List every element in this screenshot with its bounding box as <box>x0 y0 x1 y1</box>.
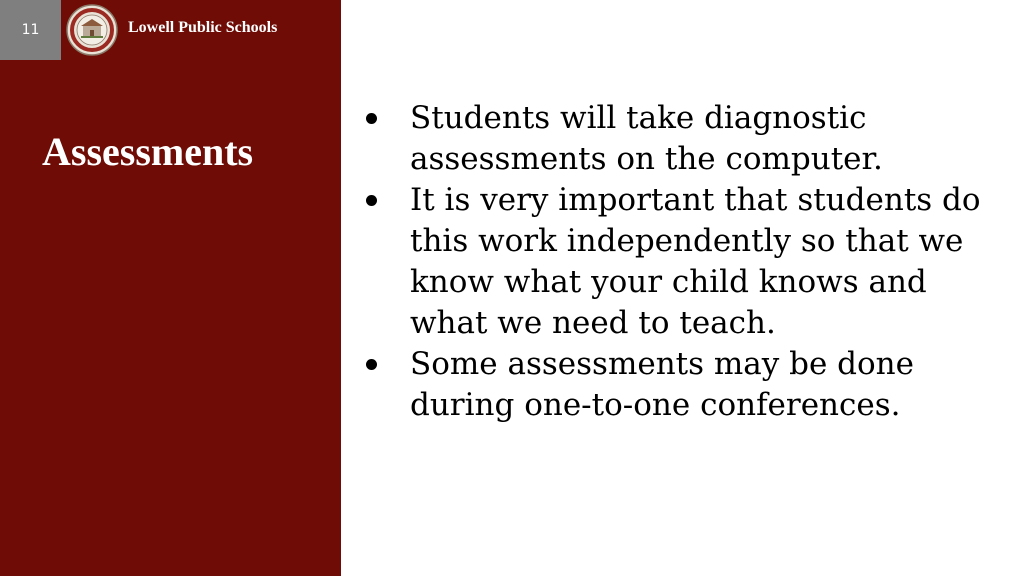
bullet-item <box>362 98 982 180</box>
bullet-text: Some assessments may be done during one-to-one conferences. <box>410 346 914 423</box>
bullet-text: It is very important that students do this work independently so that we know what your child knows and what we need to teach. <box>410 182 981 341</box>
bullet-list <box>362 98 982 426</box>
left-panel <box>0 0 341 576</box>
school-name: Lowell Public Schools <box>128 19 278 36</box>
slide-number-box <box>0 0 61 60</box>
bullet-dot-icon <box>366 113 377 124</box>
bullet-dot-icon <box>366 359 377 370</box>
slide-title: Assessments <box>42 129 254 174</box>
bullet-dot-icon <box>366 195 377 206</box>
bullet-item <box>362 180 982 344</box>
bullet-text: Students will take diagnostic assessments on the computer. <box>410 100 883 177</box>
slide-number: 11 <box>21 22 40 38</box>
school-seal-icon <box>66 4 118 56</box>
bullet-item <box>362 344 982 426</box>
